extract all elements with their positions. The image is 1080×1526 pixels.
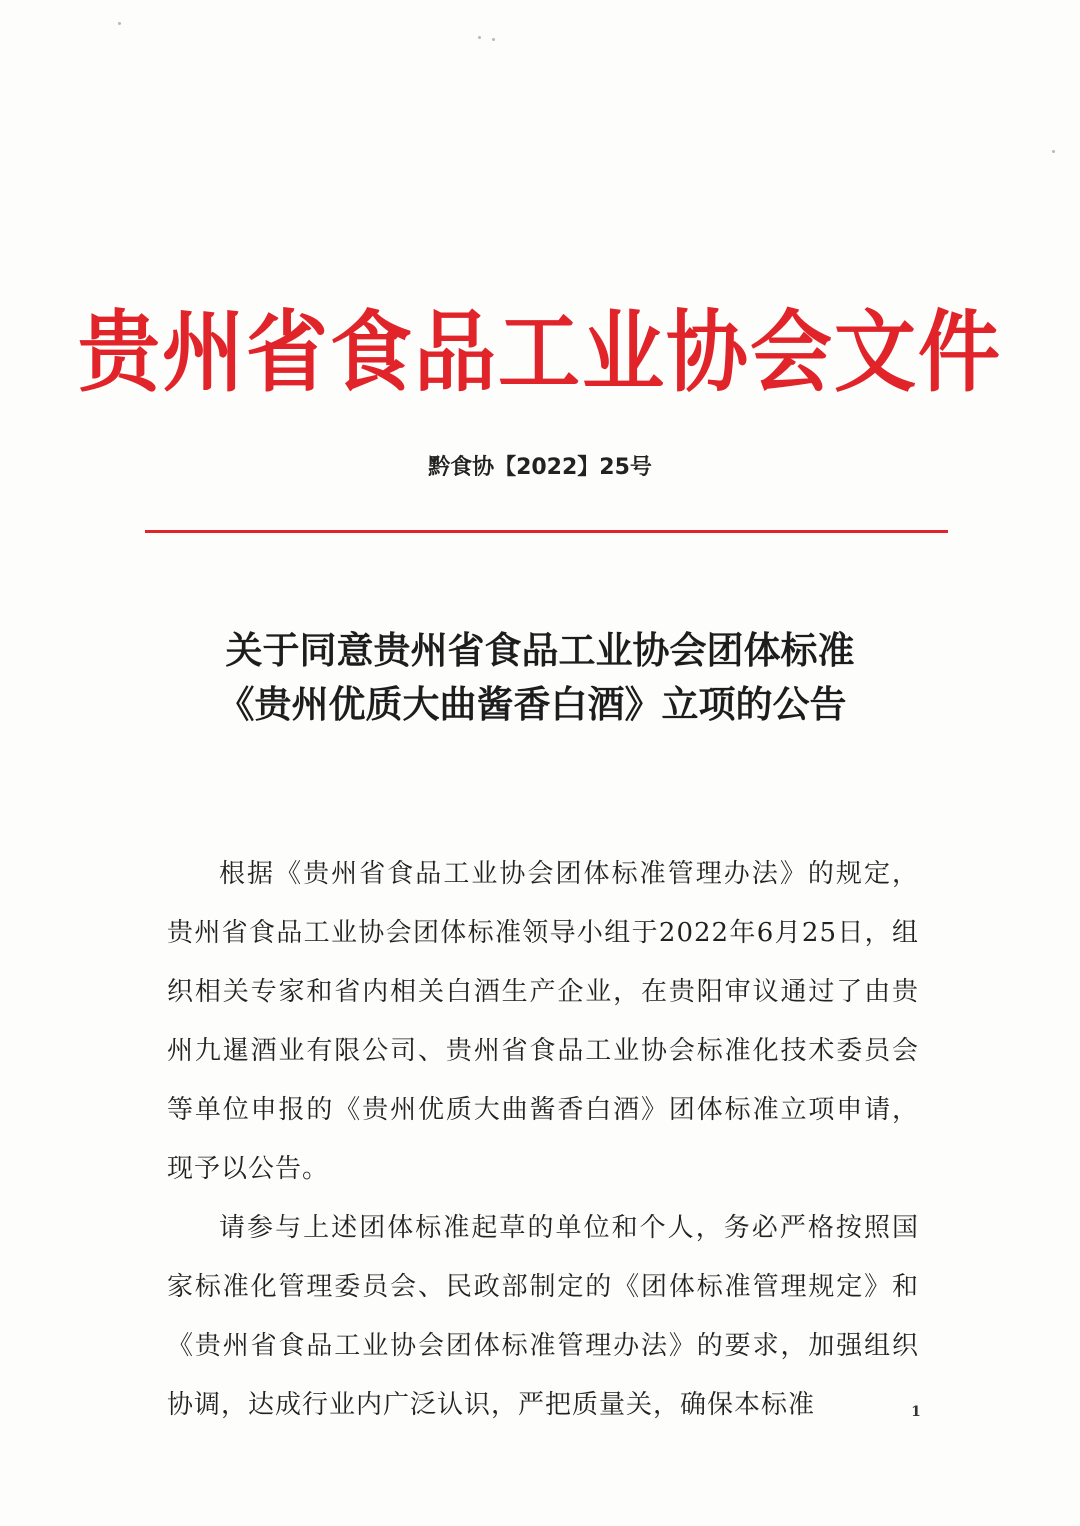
header-divider [145, 530, 948, 533]
organization-header: 贵州省食品工业协会文件 [77, 301, 1002, 405]
announcement-body [167, 845, 919, 1435]
title-line-1: 关于同意贵州省食品工业协会团体标准 [225, 629, 855, 672]
page-number: 1 [911, 1404, 921, 1420]
body-paragraph: 请参与上述团体标准起草的单位和个人，务必严格按照国家标准化管理委员会、民政部制定的《团体标准管理规定》和《贵州省食品工业协会团体标准管理办法》的要求，加强组织协调，达成行业内广泛认识，严把质量关，确保本标准 [167, 1213, 919, 1420]
announcement-title [0, 624, 1080, 732]
title-line-2: 《贵州优质大曲酱香白酒》立项的公告 [217, 683, 847, 726]
body-paragraph: 根据《贵州省食品工业协会团体标准管理办法》的规定，贵州省食品工业协会团体标准领导小组于2022年6月25日，组织相关专家和省内相关白酒生产企业，在贵阳审议通过了由贵州九暹酒业有限公司、贵州省食品工业协会标准化技术委员会等单位申报的《贵州优质大曲酱香白酒》团体标准立项申请，现予以公告。 [167, 859, 919, 1184]
scan-speck [492, 38, 495, 41]
scan-speck [1052, 150, 1055, 153]
scan-speck [478, 36, 481, 39]
document-number: 黔食协【2022】25号 [428, 455, 652, 480]
scan-speck [118, 22, 121, 25]
